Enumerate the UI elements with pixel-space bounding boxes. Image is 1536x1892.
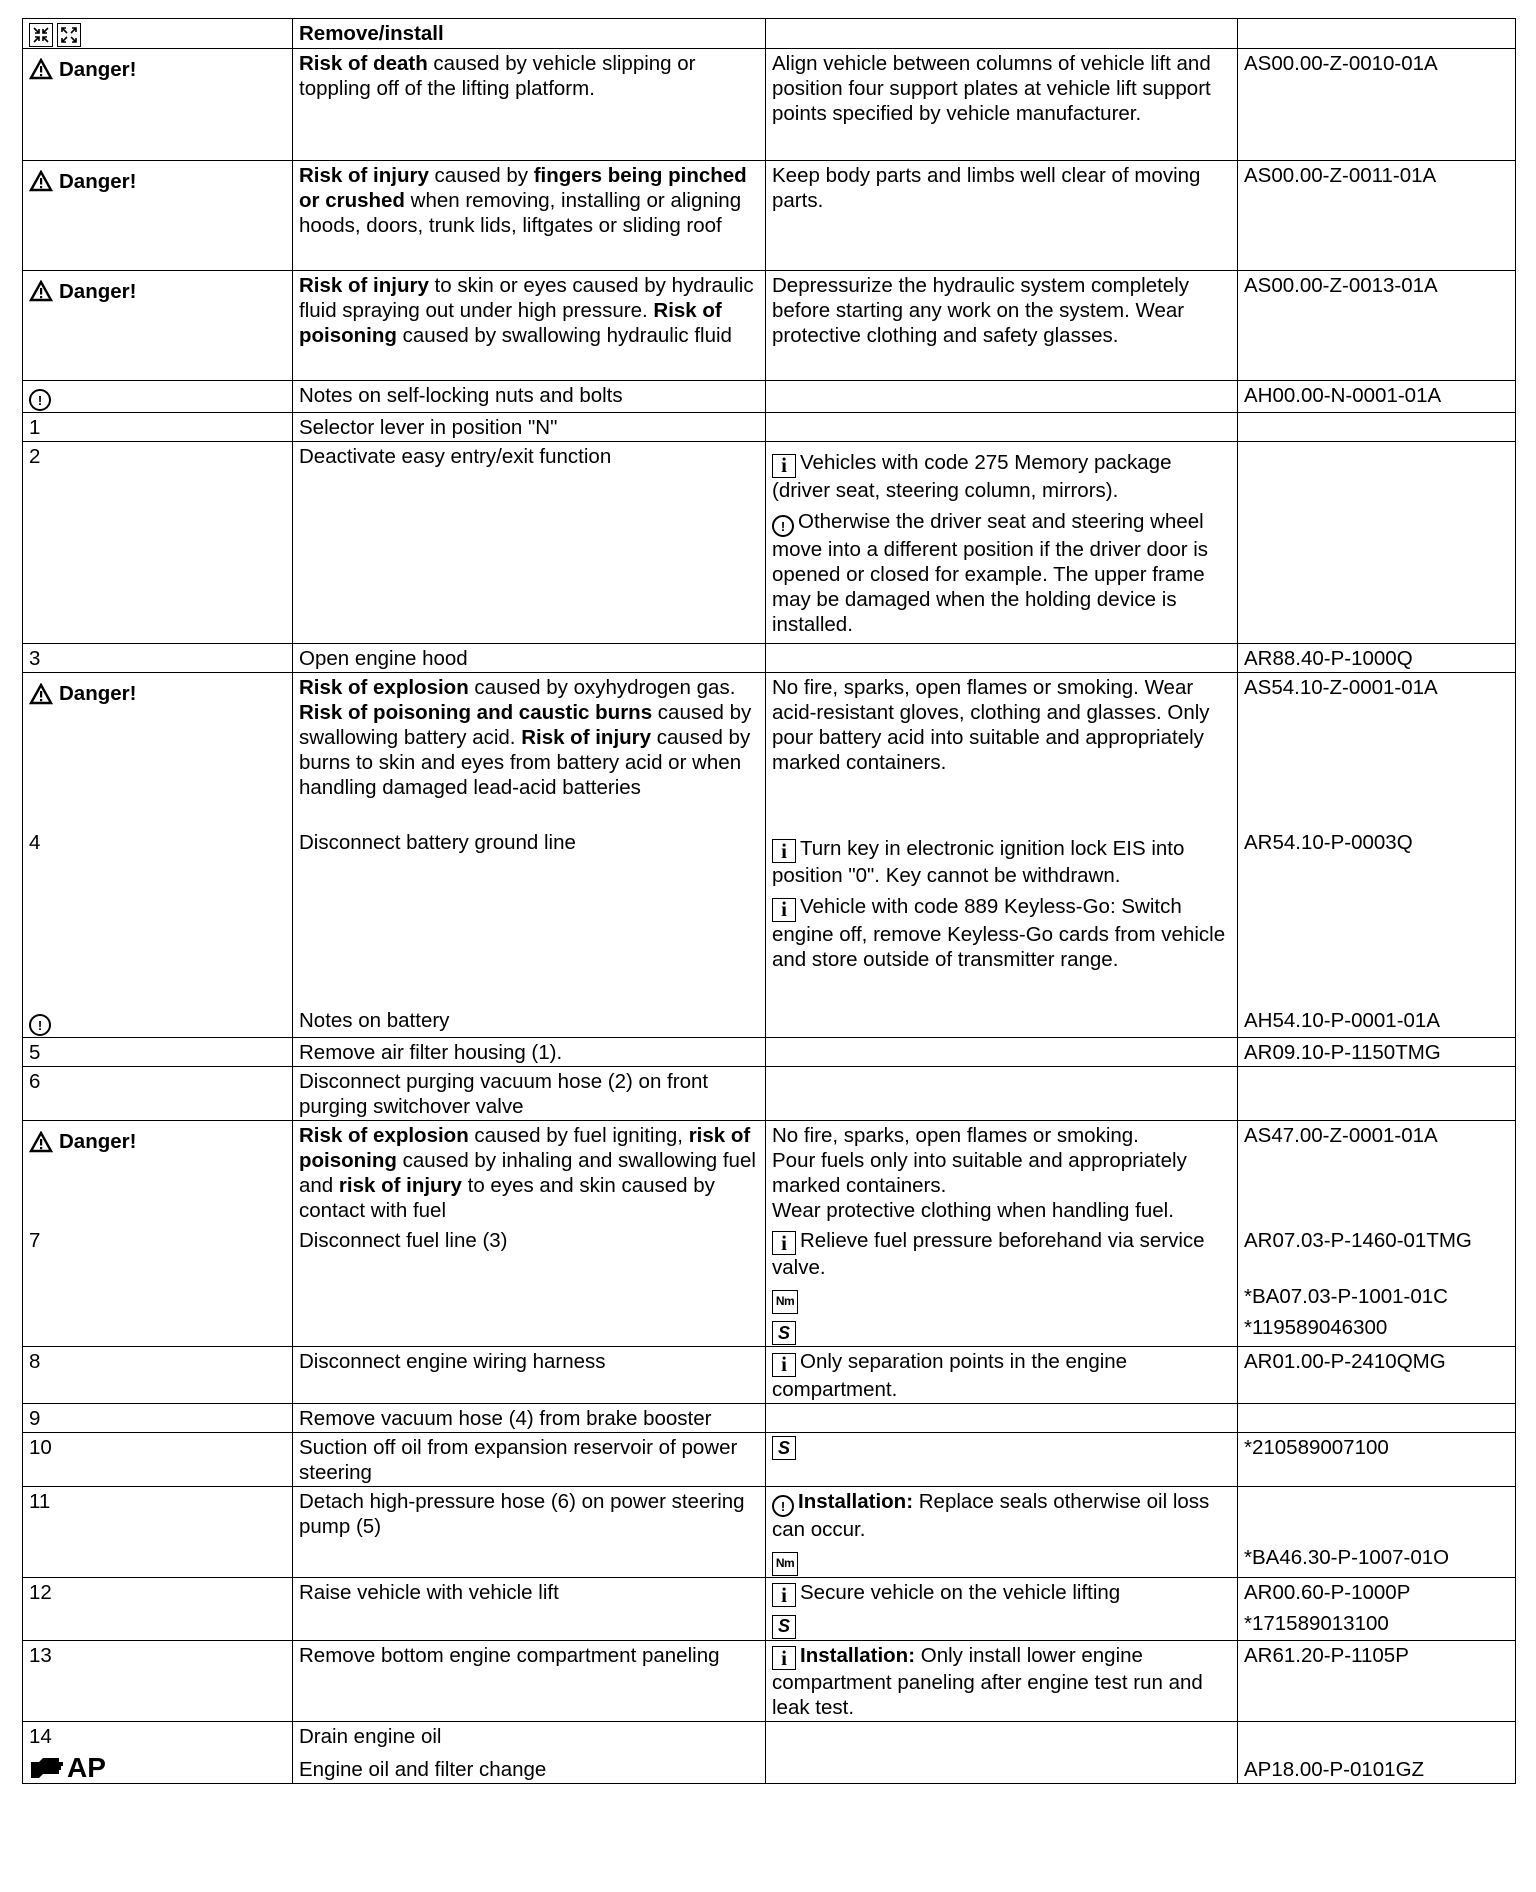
info-text: Vehicle with code 889 Keyless-Go: Switch engine off, remove Keyless-Go cards from vehicle and store outside of transmitter range. [772, 895, 1226, 971]
danger-label: Danger! [59, 682, 137, 706]
risk-text: caused by oxyhydrogen gas. [468, 676, 736, 700]
step-number: 2 [23, 442, 293, 644]
ap-text: Engine oil and filter change [299, 1758, 547, 1782]
step-row [23, 1226, 1516, 1347]
step-text: Raise vehicle with vehicle lift [293, 1577, 766, 1640]
risk-text: caused by fuel igniting, [468, 1124, 689, 1148]
step-text: Remove bottom engine compartment paneling [293, 1640, 766, 1722]
reference-link[interactable]: AS47.00-Z-0001-01A [1238, 1121, 1516, 1226]
step-number: 5 [23, 1038, 293, 1067]
note-text: Otherwise the driver seat and steering wheel move into a different position if the driver door is opened or closed for example. The upper frame may be damaged when the holding device is installed. [772, 509, 1209, 637]
info-text: Vehicles with code 275 Memory package (driver seat, steering column, mirrors). [772, 451, 1172, 502]
step-row [23, 1403, 1516, 1432]
info-text: Only separation points in the engine compartment. [772, 1350, 1128, 1401]
step-row [23, 1038, 1516, 1067]
note-text: Notes on battery [293, 1006, 766, 1038]
step-number: 11 [23, 1486, 293, 1577]
note-row [23, 380, 1516, 413]
step-row [23, 828, 1516, 1006]
step-text: Remove vacuum hose (4) from brake booster [293, 1403, 766, 1432]
note-text: Notes on self-locking nuts and bolts [293, 380, 766, 413]
reference-link[interactable]: AR01.00-P-2410QMG [1238, 1347, 1516, 1404]
warning-triangle-icon [29, 1131, 53, 1153]
tool-reference-link[interactable]: *119589046300 [1244, 1315, 1388, 1339]
risk-bold: fingers being pinched or crushed [299, 163, 747, 212]
procedure-table [22, 18, 1516, 1784]
torque-reference-link[interactable]: *BA46.30-P-1007-01O [1244, 1545, 1450, 1569]
ap-marker [29, 1752, 286, 1784]
measure-text: Pour fuels only into suitable and appropriately marked containers. [772, 1149, 1187, 1198]
info-text: Turn key in electronic ignition lock EIS into position "0". Key cannot be withdrawn. [772, 836, 1185, 888]
special-tool-icon: S [772, 1615, 796, 1639]
installation-text: Replace seals otherwise oil loss can occur. [772, 1489, 1210, 1542]
reference-link[interactable]: AR00.60-P-1000P [1244, 1580, 1411, 1604]
ap-label: AP [67, 1752, 106, 1784]
risk-bold: Risk of injury [521, 726, 652, 750]
step-row [23, 1347, 1516, 1404]
reference-link[interactable]: AR61.20-P-1105P [1238, 1640, 1516, 1722]
procedure-document [22, 18, 1515, 1784]
note-row [23, 1006, 1516, 1038]
risk-text: caused by burns to skin and eyes from battery acid or when handling damaged lead-acid batteries [299, 726, 751, 800]
torque-icon: Nm [772, 1290, 798, 1314]
special-tool-icon: S [772, 1436, 796, 1460]
danger-row [23, 1121, 1516, 1226]
step-number: 6 [23, 1067, 293, 1121]
danger-label: Danger! [59, 279, 137, 303]
risk-bold: Risk of poisoning and caustic burns [299, 701, 653, 725]
step-row [23, 1486, 1516, 1577]
step-text: Disconnect purging vacuum hose (2) on front purging switchover valve [293, 1067, 766, 1121]
special-tool-icon: S [772, 1321, 796, 1345]
note-icon: ! [772, 515, 794, 537]
risk-text: when removing, installing or aligning hoods, doors, trunk lids, liftgates or sliding roof [299, 188, 742, 237]
step-row [23, 1432, 1516, 1486]
installation-label: Installation: [800, 1643, 916, 1667]
risk-text: caused by swallowing hydraulic fluid [396, 323, 732, 347]
measure-text: Align vehicle between columns of vehicle lift and position four support plates at vehicle lift support points specified by vehicle manufacturer. [766, 48, 1238, 160]
danger-label: Danger! [59, 57, 137, 81]
torque-icon: Nm [772, 1552, 798, 1576]
info-text: Secure vehicle on the vehicle lifting [800, 1580, 1121, 1604]
info-icon: i [772, 454, 796, 478]
step-number: 9 [23, 1403, 293, 1432]
risk-bold: Risk of poisoning [299, 298, 722, 347]
info-icon: i [772, 898, 796, 922]
reference-link[interactable]: AS54.10-Z-0001-01A [1238, 673, 1516, 828]
step-row [23, 413, 1516, 442]
reference-link[interactable]: AR88.40-P-1000Q [1238, 644, 1516, 673]
step-text: Remove air filter housing (1). [293, 1038, 766, 1067]
tool-reference-link[interactable]: *210589007100 [1238, 1432, 1516, 1486]
note-icon: ! [772, 1495, 794, 1517]
risk-bold: Risk of death [299, 51, 428, 75]
risk-text: caused by vehicle slipping or toppling off of the lifting platform. [299, 51, 696, 100]
danger-row [23, 673, 1516, 828]
danger-row [23, 48, 1516, 160]
step-number: 4 [23, 828, 293, 1006]
step-row [23, 1067, 1516, 1121]
install-icon [57, 23, 81, 47]
pointing-hand-icon [29, 1756, 65, 1780]
risk-text: caused by inhaling and swallowing fuel and [299, 1149, 756, 1198]
step-text: Disconnect battery ground line [293, 828, 766, 1006]
step-row [23, 1577, 1516, 1640]
info-text: Relieve fuel pressure beforehand via service valve. [772, 1228, 1205, 1280]
risk-text: caused by swallowing battery acid. [299, 701, 752, 750]
reference-link[interactable]: AS00.00-Z-0013-01A [1238, 270, 1516, 380]
step-row [23, 1722, 1516, 1784]
measure-text: No fire, sparks, open flames or smoking. Wear acid-resistant gloves, clothing and glasses. Only pour battery acid into suitable and appropriately marked containers. [766, 673, 1238, 828]
header-row [23, 19, 1516, 49]
installation-label: Installation: [798, 1489, 914, 1513]
info-icon: i [772, 1583, 796, 1607]
info-icon: i [772, 839, 796, 863]
measure-text: No fire, sparks, open flames or smoking. [772, 1124, 1139, 1148]
risk-bold: risk of injury [338, 1174, 462, 1198]
info-icon: i [772, 1231, 796, 1255]
step-row [23, 644, 1516, 673]
step-text: Detach high-pressure hose (6) on power steering pump (5) [293, 1486, 766, 1577]
step-number: 7 [23, 1226, 293, 1347]
danger-row [23, 270, 1516, 380]
step-text: Disconnect fuel line (3) [293, 1226, 766, 1347]
danger-label: Danger! [59, 1130, 137, 1154]
step-text: Selector lever in position "N" [293, 413, 766, 442]
risk-text: to eyes and skin caused by contact with fuel [299, 1174, 715, 1223]
measure-text: Keep body parts and limbs well clear of moving parts. [766, 160, 1238, 270]
warning-triangle-icon [29, 170, 53, 192]
reference-link[interactable]: AS00.00-Z-0010-01A [1238, 48, 1516, 160]
reference-link[interactable]: AP18.00-P-0101GZ [1244, 1758, 1425, 1782]
warning-triangle-icon [29, 683, 53, 705]
step-number: 3 [23, 644, 293, 673]
step-number: 13 [23, 1640, 293, 1722]
torque-reference-link[interactable]: *BA07.03-P-1001-01C [1244, 1284, 1448, 1308]
risk-bold: Risk of explosion [299, 676, 469, 700]
risk-bold: Risk of injury [299, 163, 429, 187]
warning-triangle-icon [29, 58, 53, 80]
info-icon: i [772, 1646, 796, 1670]
step-row [23, 1640, 1516, 1722]
step-number: 14 [29, 1725, 52, 1749]
step-row [23, 442, 1516, 644]
step-text: Deactivate easy entry/exit function [293, 442, 766, 644]
info-icon: i [772, 1353, 796, 1377]
reference-link[interactable]: AR09.10-P-1150TMG [1238, 1038, 1516, 1067]
step-text: Drain engine oil [299, 1725, 442, 1749]
risk-text: to skin or eyes caused by hydraulic fluid spraying out under high pressure. [299, 273, 754, 322]
warning-triangle-icon [29, 280, 53, 302]
reference-link[interactable]: AS00.00-Z-0011-01A [1238, 160, 1516, 270]
risk-bold: Risk of injury [299, 273, 429, 297]
risk-text: caused by [428, 163, 534, 187]
step-text: Suction off oil from expansion reservoir of power steering [293, 1432, 766, 1486]
step-number: 8 [23, 1347, 293, 1404]
step-text: Disconnect engine wiring harness [293, 1347, 766, 1404]
measure-text: Wear protective clothing when handling fuel. [772, 1199, 1174, 1223]
danger-row [23, 160, 1516, 270]
risk-bold: risk of poisoning [299, 1124, 751, 1173]
reference-link[interactable]: AR54.10-P-0003Q [1238, 828, 1516, 1006]
reference-link[interactable]: AH00.00-N-0001-01A [1238, 380, 1516, 413]
step-number: 12 [23, 1577, 293, 1640]
measure-text: Depressurize the hydraulic system completely before starting any work on the system. Wear protective clothing and safety glasses. [766, 270, 1238, 380]
reference-link[interactable]: AH54.10-P-0001-01A [1238, 1006, 1516, 1038]
tool-reference-link[interactable]: *171589013100 [1244, 1611, 1389, 1635]
step-text: Open engine hood [293, 644, 766, 673]
note-icon: ! [29, 1014, 51, 1036]
step-number: 10 [23, 1432, 293, 1486]
risk-bold: Risk of explosion [299, 1124, 469, 1148]
reference-link[interactable]: AR07.03-P-1460-01TMG [1244, 1228, 1472, 1252]
danger-label: Danger! [59, 169, 137, 193]
installation-text: Only install lower engine compartment paneling after engine test run and leak test. [772, 1643, 1203, 1720]
header-title: Remove/install [293, 19, 766, 49]
note-icon: ! [29, 389, 51, 411]
step-number: 1 [23, 413, 293, 442]
remove-icon [29, 23, 53, 47]
